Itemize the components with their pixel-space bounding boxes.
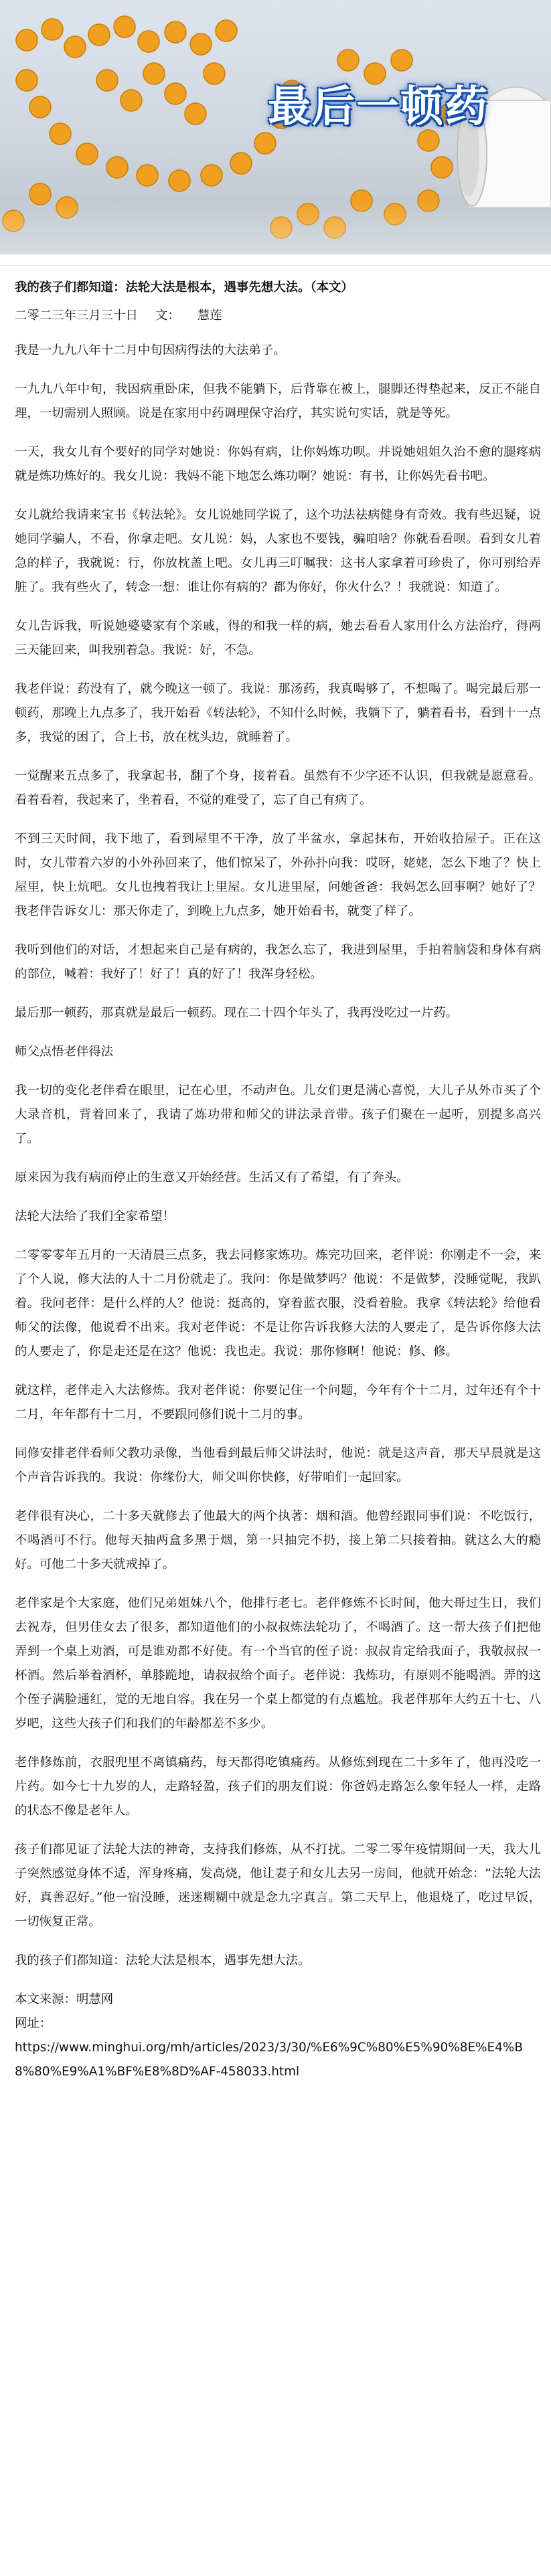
divider	[0, 265, 551, 266]
article-author: 慧莲	[197, 309, 222, 323]
hero-banner	[0, 0, 551, 254]
article-url-label: 网址：	[15, 2016, 52, 2031]
article-paragraph: 我一切的变化老伴看在眼里，记在心里，不动声色。儿女们更是满心喜悦，大儿子从外市买了个大录音机，背着回来了，我请了炼功带和师父的讲法录音带。孩子们聚在一起听，别提多高兴了。	[15, 1084, 541, 1146]
article-paragraph: 我是一九九八年十二月中旬因病得法的大法弟子。	[15, 343, 286, 357]
article-paragraph: 老伴修炼前，衣服兜里不离镇痛药，每天都得吃镇痛药。从修炼到现在二十多年了，他再没吃一片药。如今七十九岁的人，走路轻盈，孩子们的朋友们说：你爸妈走路怎么象年轻人一样，走路的状态不像是老年人。	[15, 1755, 541, 1818]
hero-title: 最后一顿药	[268, 82, 489, 132]
article-date: 二零二三年三月三十日	[15, 309, 138, 323]
article-paragraph: 一天，我女儿有个要好的同学对她说：你妈有病，让你妈炼功呗。并说她姐姐久治不愈的腿疼病就是炼功炼好的。我女儿说：我妈不能下地怎么炼功啊？她说：有书，让你妈先看书吧。	[15, 445, 541, 483]
article-paragraph: 师父点悟老伴得法	[15, 1045, 114, 1059]
hero-reflection	[0, 201, 551, 254]
article-meta	[15, 304, 541, 328]
article-url[interactable]: https://www.minghui.org/mh/articles/2023/3/30/%E6%9C%80%E5%90%8E%E4%B8%80%E9%A1%BF%E8%8D%AF-458033.html	[15, 2041, 523, 2079]
article-paragraph: 一九九八年中旬，我因病重卧床，但我不能躺下，后背靠在被上，腿脚还得垫起来，反正不能自理，一切需别人照顾。说是在家用中药调理保守治疗，其实说句实话，就是等死。	[15, 382, 541, 420]
article-paragraph: 就这样，老伴走入大法修炼。我对老伴说：你要记住一个问题，今年有个十二月，过年还有个十二月，年年都有十二月，不要跟同修们说十二月的事。	[15, 1383, 541, 1422]
article-paragraph: 老伴家是个大家庭，他们兄弟姐妹八个，他排行老七。老伴修炼不长时间，他大哥过生日，我们去祝寿，但男佳女去了很多，都知道他们的小叔叔炼法轮功了，不喝酒了。这一帮大孩子们把他弄到一个桌上劝酒，可是谁劝都不好使。有一个当官的侄子说：叔叔肯定给我面子，我敬叔叔一杯酒。然后举着酒杯，单膝跪地，请叔叔给个面子。老伴说：我炼功，有原则不能喝酒。弄的这个侄子满脸通红，觉的无地自容。我在另一个桌上都觉的有点尴尬。我老伴那年大约五十七、八岁吧，这些大孩子们和我们的年龄都差不多少。	[15, 1596, 541, 1731]
article-author-label: 文：	[155, 309, 180, 323]
article-body	[15, 339, 541, 1973]
article-headline: 我的孩子们都知道：法轮大法是根本，遇事先想大法。（本文）	[15, 280, 353, 294]
article-source: 本文来源：明慧网	[15, 1992, 114, 2006]
article-paragraph: 法轮大法给了我们全家希望！	[15, 1209, 175, 1223]
article-paragraph: 我老伴说：药没有了，就今晚这一顿了。我说：那汤药，我真喝够了，不想喝了。喝完最后那一顿药，那晚上九点多了，我开始看《转法轮》，不知什么时候，我躺下了，躺着看书，看到十一点多，我觉的困了，合上书，放在枕头边，就睡着了。	[15, 682, 541, 744]
article-paragraph: 我的孩子们都知道：法轮大法是根本，遇事先想大法。	[15, 1954, 311, 1968]
article-paragraph: 不到三天时间，我下地了，看到屋里不干净，放了半盆水，拿起抹布，开始收拾屋子。正在这时，女儿带着六岁的小外孙回来了，他们惊呆了，外孙扑向我：哎呀，姥姥，怎么下地了？快上屋里，快上炕吧。女儿也拽着我让上里屋。女儿进里屋，问她爸爸：我妈怎么回事啊？她好了？我老伴告诉女儿：那天你走了，到晚上九点多，她开始看书，就变了样了。	[15, 832, 541, 918]
article-paragraph: 一觉醒来五点多了，我拿起书，翻了个身，接着看。虽然有不少字还不认识，但我就是愿意看。看着看着，我起来了，坐着看，不觉的难受了，忘了自己有病了。	[15, 769, 541, 807]
article-paragraph: 女儿告诉我，听说她婆婆家有个亲戚，得的和我一样的病，她去看看人家用什么方法治疗，得两三天能回来，叫我别着急。我说：好，不急。	[15, 619, 541, 657]
article-paragraph: 同修安排老伴看师父教功录像，当他看到最后师父讲法时，他说：就是这声音，那天早晨就是这个声音告诉我的。我说：你缘份大，师父叫你快修，好带咱们一起回家。	[15, 1446, 541, 1484]
article-paragraph: 孩子们都见证了法轮大法的神奇，支持我们修炼，从不打扰。二零二零年疫情期间一天，我大儿子突然感觉身体不适，浑身疼痛，发高烧，他让妻子和女儿去另一房间，他就开始念：“法轮大法好，真善忍好。”他一宿没睡，迷迷糊糊中就是念九字真言。第二天早上，他退烧了，吃过早饭，一切恢复正常。	[15, 1842, 541, 1929]
article-paragraph: 我听到他们的对话，才想起来自己是有病的，我怎么忘了，我进到屋里，手拍着脑袋和身体有病的部位，喊着：我好了！好了！真的好了！我浑身轻松。	[15, 943, 541, 981]
article-paragraph: 原来因为我有病而停止的生意又开始经营。生活又有了希望，有了奔头。	[15, 1171, 409, 1185]
article-paragraph: 二零零零年五月的一天清晨三点多，我去同修家炼功。炼完功回来，老伴说：你刚走不一会，来了个人说，修大法的人十二月份就走了。我问：你是做梦吗？他说：不是做梦，没睡觉呢，我趴着。我问老伴：是什么样的人？他说：挺高的，穿着蓝衣服，没看着脸。我拿《转法轮》给他看师父的法像，他说看不出来。我对老伴说：不是让你告诉我修大法的人要走了，是告诉你修大法的人要走了，你是走还是在这？他说：我也走。我说：那你修啊！他说：修、修。	[15, 1248, 541, 1359]
article-paragraph: 老伴很有决心，二十多天就修去了他最大的两个执著：烟和酒。他曾经跟同事们说：不吃饭行，不喝酒可不行。他每天抽两盒多黑于烟，第一只抽完不扔，接上第二只接着抽。就这么大的瘾好。可他二十多天就戒掉了。	[15, 1509, 541, 1571]
article-paragraph: 女儿就给我请来宝书《转法轮》。女儿说她同学说了，这个功法祛病健身有奇效。我有些迟疑，说她同学骗人，不看，你拿走吧。女儿说：妈，人家也不要钱，骗咱啥？你就看看呗。看到女儿着急的样子，我就说：行，你放枕盖上吧。女儿再三叮嘱我：这书人家拿着可珍贵了，你可别给弄脏了。我有些火了，转念一想：谁让你有病的？都为你好，你火什么？！我就说：知道了。	[15, 508, 541, 594]
article-paragraph: 最后那一顿药，那真就是最后一顿药。现在二十四个年头了，我再没吃过一片药。	[15, 1006, 459, 1020]
article	[15, 276, 541, 2084]
